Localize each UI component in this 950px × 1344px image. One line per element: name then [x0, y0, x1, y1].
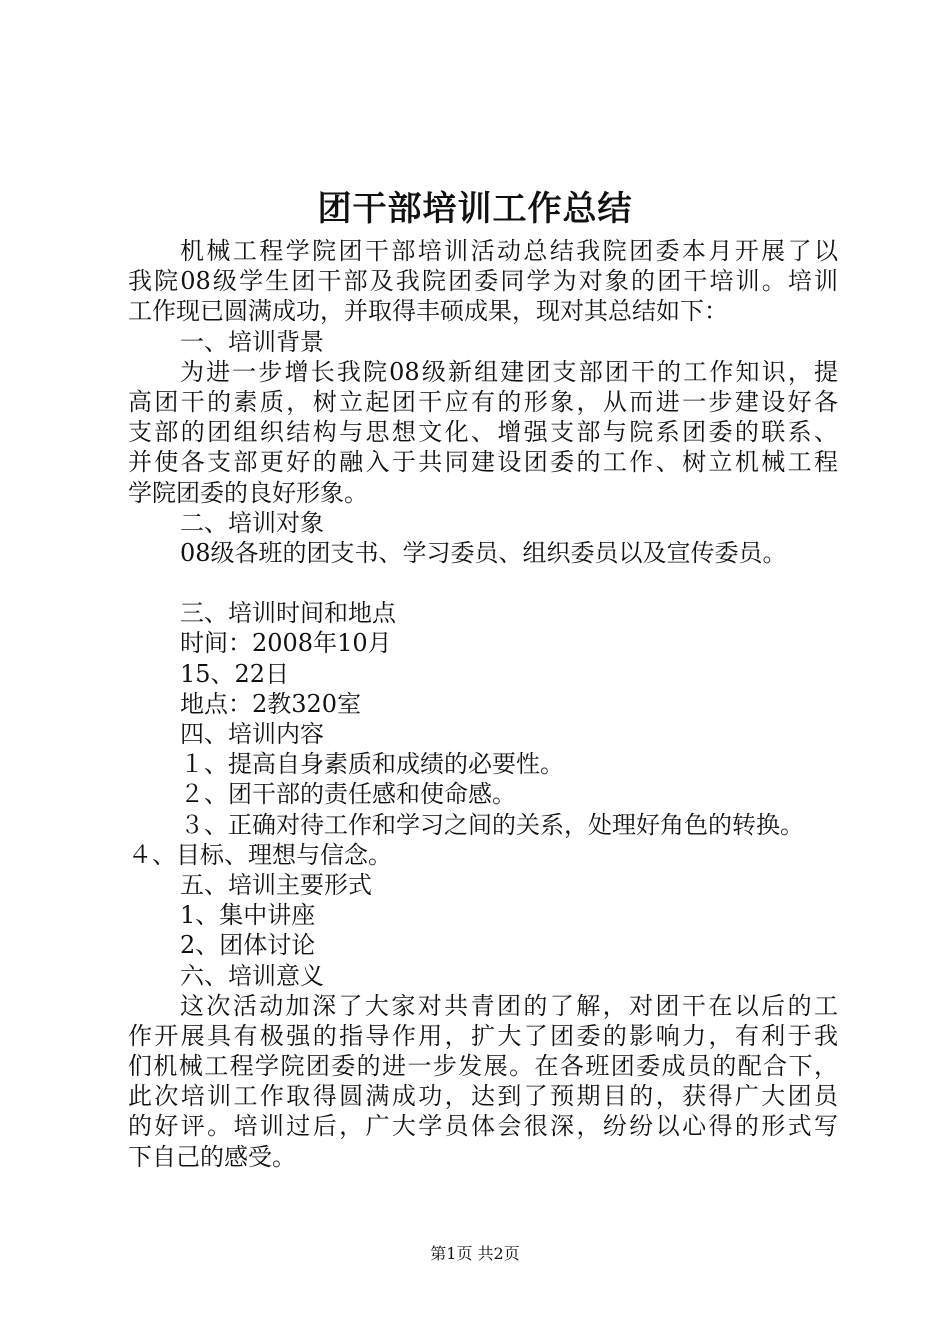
page-footer: 第1页 共2页	[430, 1244, 520, 1263]
document-title: 团干部培训工作总结	[317, 189, 633, 229]
paragraph-line: 支部的团组织结构与思想文化、增强支部与院系团委的联系、	[128, 418, 838, 447]
section-heading: 三、培训时间和地点	[180, 599, 396, 628]
paragraph-line: 为进一步增长我院08级新组建团支部团干的工作知识，提	[180, 357, 838, 386]
list-item: １、提高自身素质和成绩的必要性。	[180, 750, 564, 779]
paragraph-line: 08级各班的团支书、学习委员、组织委员以及宣传委员。	[180, 538, 787, 567]
section-heading: 二、培训对象	[180, 508, 324, 537]
paragraph-line: 机械工程学院团干部培训活动总结我院团委本月开展了以	[180, 237, 838, 265]
paragraph-line: 高团干的素质，树立起团干应有的形象，从而进一步建设好各	[128, 387, 838, 416]
paragraph-line: 工作现已圆满成功，并取得丰硕成果，现对其总结如下：	[128, 297, 728, 326]
paragraph-line: 们机械工程学院团委的进一步发展。在各班团委成员的配合下，	[128, 1052, 838, 1081]
paragraph-line: 并使各支部更好的融入于共同建设团委的工作、树立机械工程	[128, 448, 838, 477]
section-heading: 六、培训意义	[180, 961, 324, 990]
list-item: ３、正确对待工作和学习之间的关系，处理好角色的转换。	[180, 810, 804, 839]
paragraph-line: 下自己的感受。	[128, 1142, 296, 1171]
paragraph-line: 这次活动加深了大家对共青团的了解，对团干在以后的工	[180, 991, 838, 1020]
blank-line	[128, 568, 838, 598]
paragraph-line: 时间：2008年10月	[180, 629, 392, 658]
paragraph-line: 的好评。培训过后，广大学员体会很深，纷纷以心得的形式写	[128, 1112, 838, 1141]
list-item: 2、团体讨论	[180, 931, 316, 960]
paragraph-line: 我院08级学生团干部及我院团委同学为对象的团干培训。培训	[128, 267, 838, 296]
paragraph-line: 地点：2教320室	[180, 689, 362, 718]
paragraph-line: 此次培训工作取得圆满成功，达到了预期目的，获得广大团员	[128, 1082, 838, 1111]
section-heading: 五、培训主要形式	[180, 870, 372, 899]
section-heading: 四、培训内容	[180, 720, 324, 748]
list-item: 1、集中讲座	[180, 901, 316, 930]
paragraph-line: 15、22日	[180, 659, 290, 688]
list-item: ４、目标、理想与信念。	[128, 840, 392, 869]
section-heading: 一、培训背景	[180, 327, 324, 356]
list-item: ２、团干部的责任感和使命感。	[180, 780, 516, 809]
paragraph-line: 作开展具有极强的指导作用，扩大了团委的影响力，有利于我	[128, 1021, 838, 1050]
paragraph-line: 学院团委的良好形象。	[128, 478, 368, 507]
document-body	[128, 236, 838, 1172]
